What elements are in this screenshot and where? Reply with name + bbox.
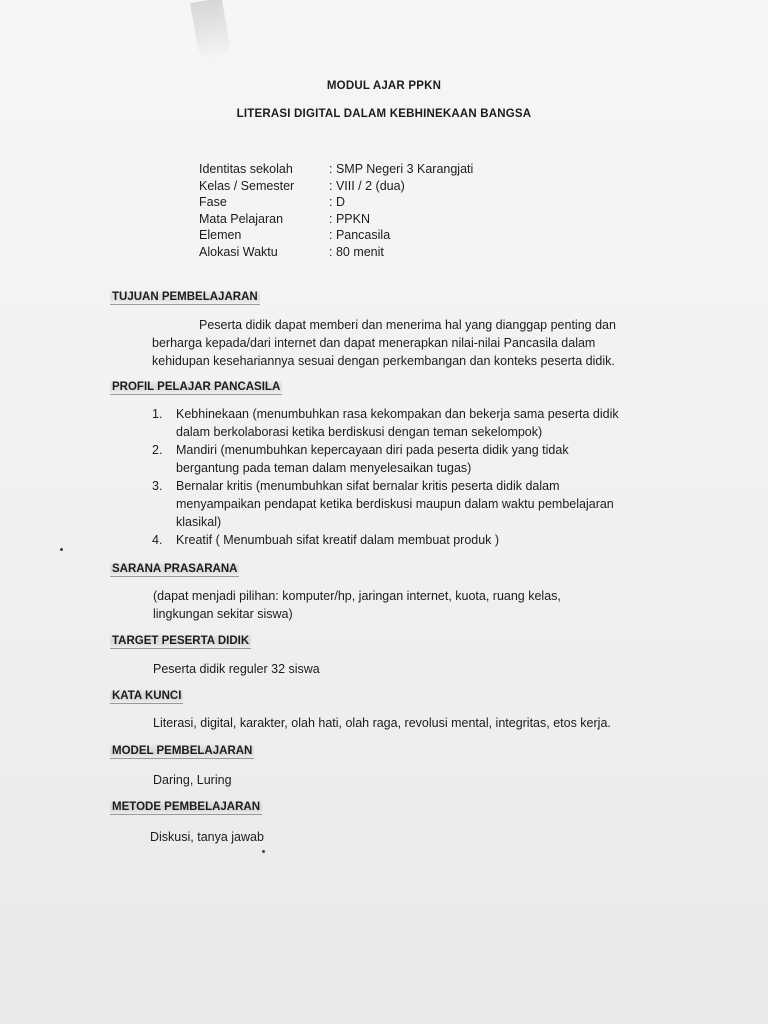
scan-speck [60, 548, 63, 551]
list-item-number: 1. [152, 407, 163, 421]
identity-table [199, 161, 473, 261]
target-paragraph [153, 660, 693, 678]
metode-paragraph [150, 828, 690, 846]
identity-row [199, 244, 473, 261]
scan-smudge [190, 0, 232, 62]
sarana-paragraph [153, 587, 693, 623]
identity-label: Kelas / Semester [199, 178, 295, 193]
document-title: MODUL AJAR PPKN [326, 80, 442, 92]
paragraph-line: (dapat menjadi pilihan: komputer/hp, jaringan internet, kuota, ruang kelas, [153, 589, 561, 603]
paragraph-line: kehidupan kesehariannya sesuai dengan perkembangan dan konteks peserta didik. [152, 354, 615, 368]
profil-list [152, 405, 672, 549]
identity-row [199, 194, 473, 211]
identity-label: Alokasi Waktu [199, 244, 278, 259]
paragraph-line: berharga kepada/dari internet dan dapat menerapkan nilai-nilai Pancasila dalam [152, 336, 596, 350]
list-item-line: dalam berkolaborasi ketika berdiskusi dengan teman sekelompok) [176, 425, 543, 439]
section-heading-kata-kunci: KATA KUNCI [112, 690, 182, 702]
list-item [152, 441, 672, 477]
section-heading-target: TARGET PESERTA DIDIK [112, 635, 250, 647]
identity-row [199, 211, 473, 228]
paragraph-line: Peserta didik reguler 32 siswa [153, 662, 320, 676]
identity-label: Fase [199, 195, 227, 210]
section-heading-sarana: SARANA PRASARANA [112, 563, 238, 575]
kata-kunci-paragraph [153, 714, 713, 732]
identity-row [199, 178, 473, 195]
list-item-line: klasikal) [176, 515, 222, 529]
list-item-line: Kebhinekaan (menumbuhkan rasa kekompakan dan bekerja sama peserta didik [176, 407, 619, 421]
list-item [152, 405, 672, 441]
identity-label: Identitas sekolah [199, 162, 293, 176]
scan-speck [262, 850, 265, 853]
list-item [152, 477, 672, 531]
model-paragraph [153, 771, 693, 789]
list-item-number: 2. [152, 443, 163, 457]
identity-label: Mata Pelajaran [199, 211, 284, 226]
paragraph-line: Diskusi, tanya jawab [150, 830, 264, 844]
section-heading-model: MODEL PEMBELAJARAN [112, 745, 253, 757]
identity-row [199, 227, 473, 244]
list-item-line: Mandiri (menumbuhkan kepercayaan diri pada peserta didik yang tidak [176, 443, 569, 457]
identity-value: : VIII / 2 (dua) [329, 178, 405, 193]
section-heading-profil: PROFIL PELAJAR PANCASILA [112, 381, 281, 393]
identity-value: : PPKN [329, 211, 370, 226]
identity-value: : SMP Negeri 3 Karangjati [329, 162, 474, 176]
list-item-line: menyampaikan pendapat ketika berdiskusi maupun dalam waktu pembelajaran [176, 497, 614, 511]
paragraph-line: Literasi, digital, karakter, olah hati, olah raga, revolusi mental, integritas, etos kerja. [153, 716, 611, 730]
list-item-number: 4. [152, 533, 163, 547]
section-heading-tujuan: TUJUAN PEMBELAJARAN [112, 291, 258, 303]
tujuan-paragraph [152, 316, 692, 370]
list-item [152, 531, 672, 549]
list-item-line: bergantung pada teman dalam menyelesaikan tugas) [176, 461, 472, 475]
identity-label: Elemen [199, 228, 242, 243]
list-item-line: Bernalar kritis (menumbuhkan sifat bernalar kritis peserta didik dalam [176, 479, 560, 493]
identity-value: : Pancasila [329, 228, 391, 243]
identity-row [199, 161, 473, 178]
paragraph-line: lingkungan sekitar siswa) [153, 607, 293, 621]
document-subtitle: LITERASI DIGITAL DALAM KEBHINEKAAN BANGSA [236, 108, 532, 120]
list-item-number: 3. [152, 479, 163, 493]
paragraph-line: Peserta didik dapat memberi dan menerima hal yang dianggap penting dan [199, 318, 616, 332]
identity-value: : 80 menit [329, 244, 384, 259]
list-item-line: Kreatif ( Menumbuah sifat kreatif dalam membuat produk ) [176, 533, 500, 547]
section-heading-metode: METODE PEMBELAJARAN [112, 801, 261, 813]
paragraph-line: Daring, Luring [153, 773, 232, 787]
identity-value: : D [329, 195, 345, 210]
